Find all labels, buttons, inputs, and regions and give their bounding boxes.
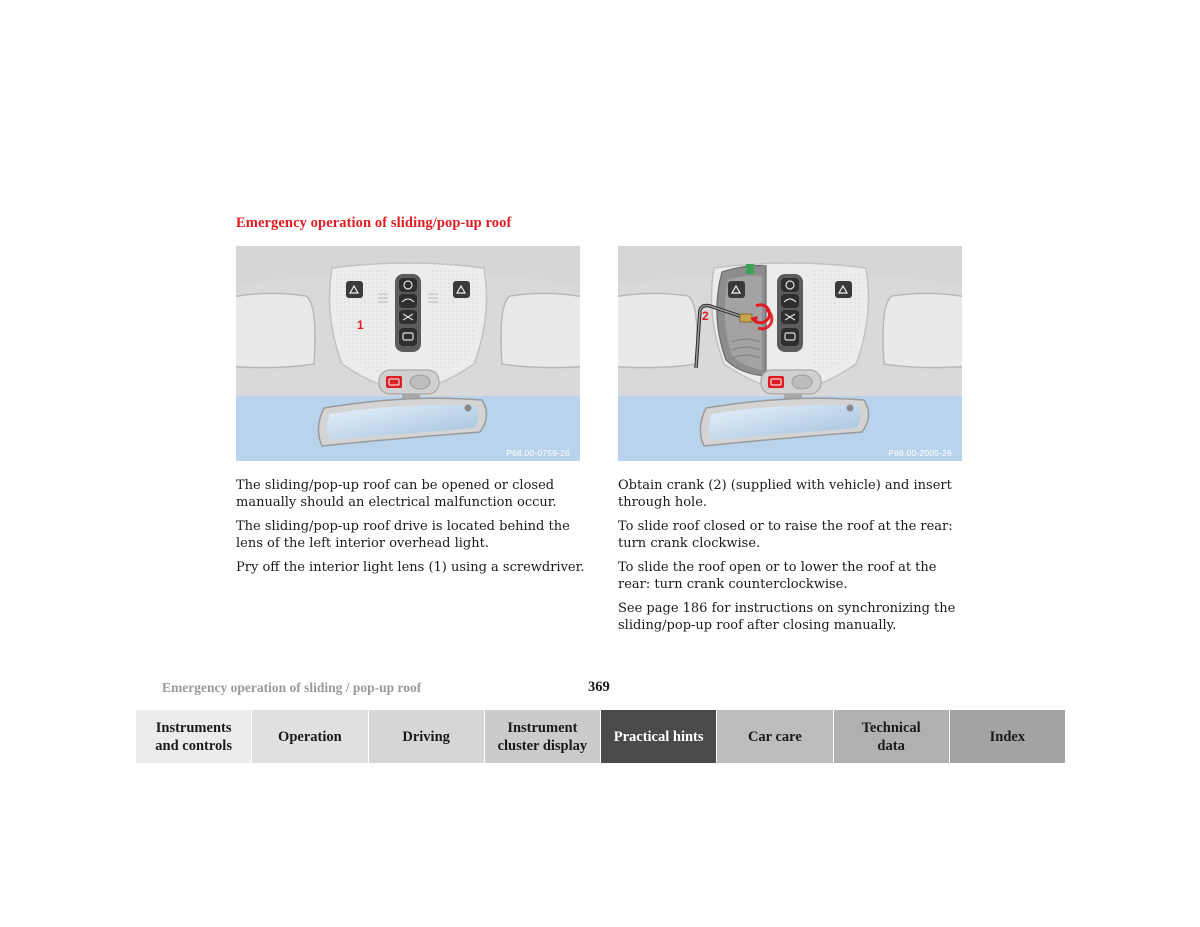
footer-section-title: Emergency operation of sliding / pop-up roof — [162, 680, 422, 695]
paragraph: Obtain crank (2) (supplied with vehicle) and insert through hole. — [618, 478, 952, 510]
paragraph: To slide roof closed or to raise the roof at the rear: turn crank clockwise. — [618, 519, 953, 551]
paragraph: Pry off the interior light lens (1) using a screwdriver. — [236, 560, 585, 575]
right-text-column — [618, 477, 970, 641]
overhead-console-drawing — [236, 246, 580, 461]
tab-technical-data[interactable]: Technical data — [833, 710, 949, 763]
figure-code: P68.00-2005-26 — [888, 448, 952, 458]
chapter-nav — [136, 710, 1065, 763]
paragraph: The sliding/pop-up roof can be opened or closed manually should an electrical malfunction occur. — [236, 478, 557, 510]
tab-instruments-and-controls[interactable]: Instruments and controls — [136, 710, 251, 763]
tab-car-care[interactable]: Car care — [716, 710, 832, 763]
page-number: 369 — [588, 679, 610, 695]
figure-code: P68.00-0759-26 — [506, 448, 570, 458]
left-text-column — [236, 477, 588, 583]
tab-operation[interactable]: Operation — [251, 710, 367, 763]
section-heading: Emergency operation of sliding/pop-up roof — [236, 215, 512, 231]
tab-practical-hints[interactable]: Practical hints — [600, 710, 716, 763]
tab-index[interactable]: Index — [949, 710, 1065, 763]
tab-driving[interactable]: Driving — [368, 710, 484, 763]
paragraph: See page 186 for instructions on synchronizing the sliding/pop-up roof after closing manually. — [618, 601, 956, 633]
overhead-console-illustration — [236, 246, 580, 461]
callout-2-label: 2 — [702, 309, 709, 323]
tab-instrument-cluster-display[interactable]: Instrument cluster display — [484, 710, 600, 763]
crank-insertion-drawing — [618, 246, 962, 461]
paragraph: The sliding/pop-up roof drive is located behind the lens of the left interior overhead light. — [236, 519, 570, 551]
paragraph: To slide the roof open or to lower the roof at the rear: turn crank counterclockwise. — [618, 560, 937, 592]
callout-1-label: 1 — [357, 318, 364, 332]
crank-insertion-illustration — [618, 246, 962, 461]
